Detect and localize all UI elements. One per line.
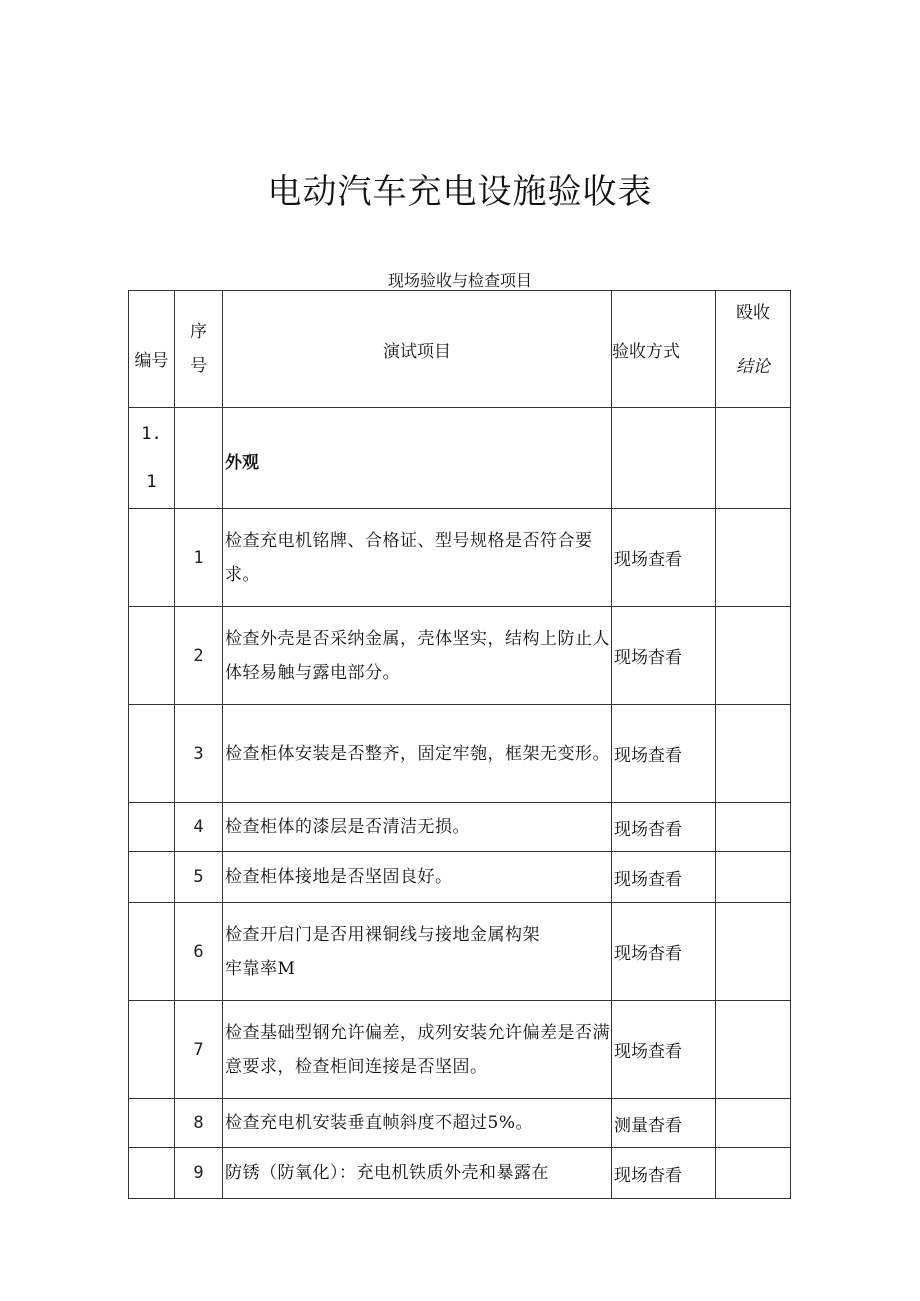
row-seq: 9 — [175, 1148, 223, 1199]
header-seq-line2: 号 — [190, 356, 207, 376]
row-item: 检查柜体接地是否坚固良好。 — [223, 852, 612, 903]
row-seq: 4 — [175, 803, 223, 852]
row-seq: 6 — [175, 903, 223, 1001]
row-item-line1: 检查开启门是否用裸铜线与接地金属构架 — [225, 924, 540, 945]
header-result — [716, 291, 791, 408]
table-row — [129, 705, 791, 803]
row-item: 检查基础型钢允许偏差，成列安装允许偏差是否满意要求，检查柜间连接是否坚固。 — [223, 1001, 612, 1099]
header-seq-line1: 序 — [190, 322, 207, 342]
table-row — [129, 1001, 791, 1099]
row-item: 检查柜体的漆层是否清洁无损。 — [223, 803, 612, 852]
row-item-line2: 牢靠率M — [225, 958, 296, 979]
row-code-cell — [129, 903, 175, 1001]
section-code-line1: 1. — [141, 424, 162, 444]
header-item: 演试项目 — [223, 291, 612, 408]
row-method: 现场杳看 — [612, 607, 716, 705]
section-method-cell — [612, 408, 716, 509]
row-seq: 5 — [175, 852, 223, 903]
row-result-cell — [716, 1001, 791, 1099]
row-code-cell — [129, 509, 175, 607]
row-code-cell — [129, 705, 175, 803]
row-method: 现场杳看 — [612, 1148, 716, 1199]
row-result-cell — [716, 1148, 791, 1199]
section-code — [129, 408, 175, 509]
table-row — [129, 803, 791, 852]
row-result-cell — [716, 903, 791, 1001]
table-row — [129, 1148, 791, 1199]
row-item: 检查柜体安装是否整齐，固定牢匏，框架无变形。 — [223, 705, 612, 803]
row-code-cell — [129, 607, 175, 705]
row-result-cell — [716, 852, 791, 903]
row-method: 现场杳看 — [612, 903, 716, 1001]
row-seq: 7 — [175, 1001, 223, 1099]
row-code-cell — [129, 852, 175, 903]
header-seq — [175, 291, 223, 408]
row-method: 现场查看 — [612, 705, 716, 803]
row-method: 测量杳看 — [612, 1099, 716, 1148]
header-method: 验收方式 — [612, 291, 716, 408]
document-title: 电动汽车充电设施验收表 — [267, 172, 653, 212]
header-row — [129, 291, 791, 408]
row-code-cell — [129, 1099, 175, 1148]
document-subtitle: 现场验收与检查项目 — [387, 271, 532, 290]
row-item: 防锈（防氧化）：充电机铁质外壳和暴露在 — [223, 1148, 612, 1199]
row-seq: 8 — [175, 1099, 223, 1148]
row-code-cell — [129, 1001, 175, 1099]
row-result-cell — [716, 705, 791, 803]
row-seq: 1 — [175, 509, 223, 607]
table-row — [129, 1099, 791, 1148]
row-result-cell — [716, 1099, 791, 1148]
section-seq-cell — [175, 408, 223, 509]
row-seq: 2 — [175, 607, 223, 705]
section-result-cell — [716, 408, 791, 509]
row-method: 现场杳看 — [612, 803, 716, 852]
header-result-line1: 殴收 — [736, 303, 770, 323]
table-row — [129, 607, 791, 705]
row-result-cell — [716, 803, 791, 852]
section-code-line2: 1 — [146, 472, 157, 492]
row-result-cell — [716, 509, 791, 607]
row-code-cell — [129, 1148, 175, 1199]
section-title: 外观 — [223, 408, 612, 509]
row-item: 检查外壳是否采纳金属，壳体坚实，结构上防止人体轻易触与露电部分。 — [223, 607, 612, 705]
table-row — [129, 509, 791, 607]
table-row — [129, 852, 791, 903]
table-row — [129, 903, 791, 1001]
row-method: 现场查看 — [612, 1001, 716, 1099]
row-item: 检查充电机安装垂直帧斜度不超过5%。 — [223, 1099, 612, 1148]
row-result-cell — [716, 607, 791, 705]
row-method: 现场查看 — [612, 509, 716, 607]
acceptance-table — [128, 290, 791, 1199]
row-method: 现场查看 — [612, 852, 716, 903]
row-code-cell — [129, 803, 175, 852]
row-item — [223, 903, 612, 1001]
header-result-line2: 结论 — [736, 357, 770, 377]
section-row — [129, 408, 791, 509]
row-item: 检查充电机铭牌、合格证、型号规格是否符合要求。 — [223, 509, 612, 607]
header-code: 编号 — [129, 291, 175, 408]
row-seq: 3 — [175, 705, 223, 803]
